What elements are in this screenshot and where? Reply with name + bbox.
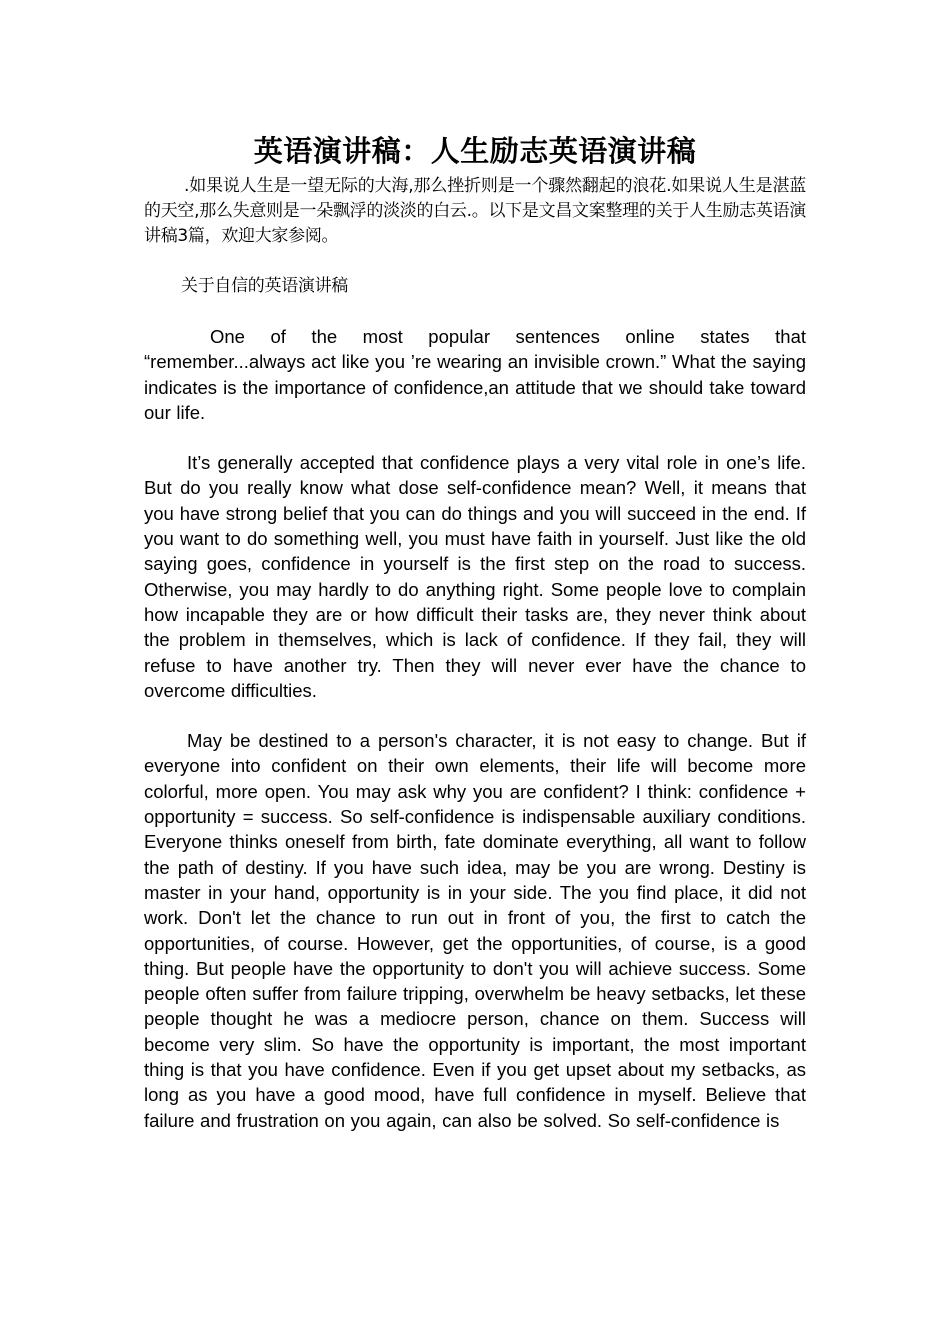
intro-paragraph: .如果说人生是一望无际的大海,那么挫折则是一个骤然翻起的浪花.如果说人生是湛蓝的天空,那么失意则是一朵飘浮的淡淡的白云.。以下是文昌文案整理的关于人生励志英语演讲稿3篇，欢迎大家参阅。 [144,176,806,246]
body-paragraph-2: It’s generally accepted that confidence plays a very vital role in one’s life. But do you really know what dose self-confidence mean? Well, it means that you have strong belief that you can do things and you will succeed in the end. If you want to do something well, you must have faith in yourself. Just like the old saying goes, confidence in yourself is the first step on the road to success. Otherwise, you may hardly to do anything right. Some people love to complain how incapable they are or how difficult their tasks are, they never think about the problem in themselves, which is lack of confidence. If they fail, they will refuse to have another try. Then they will never ever have the chance to overcome difficulties. [144,452,806,701]
body-paragraph-3: May be destined to a person's character, it is not easy to change. But if everyone into confident on their own elements, their life will become more colorful, more open. You may ask why you are confident? I think: confidence + opportunity = success. So self-confidence is indispensable auxiliary conditions. Everyone thinks oneself from birth, fate dominate everything, all want to follow the path of destiny. If you have such idea, may be you are wrong. Destiny is master in your hand, opportunity is in your side. The you find place, it did not work. Don't let the chance to run out in front of you, the first to catch the opportunities, of course. However, get the opportunities, of course, is a good thing. But people have the opportunity to don't you will achieve success. Some people often suffer from failure tripping, overwhelm be heavy setbacks, let these people thought he was a mediocre person, chance on them. Success will become very slim. So have the opportunity is important, the most important thing is that you have confidence. Even if you get upset about my setbacks, as long as you have a good mood, have full confidence in myself. Believe that failure and frustration on you again, can also be solved. So self-confidence is [144,730,806,1131]
body-paragraph-1: One of the most popular sentences online states that “remember...always act like you ’re wearing an invisible crown.” What the saying indicates is the importance of confidence,an attitude that we should take toward our life. [144,326,806,423]
section-heading: 关于自信的英语演讲稿 [181,276,348,296]
document-title: 英语演讲稿：人生励志英语演讲稿 [253,134,697,168]
document-body [144,128,806,1133]
